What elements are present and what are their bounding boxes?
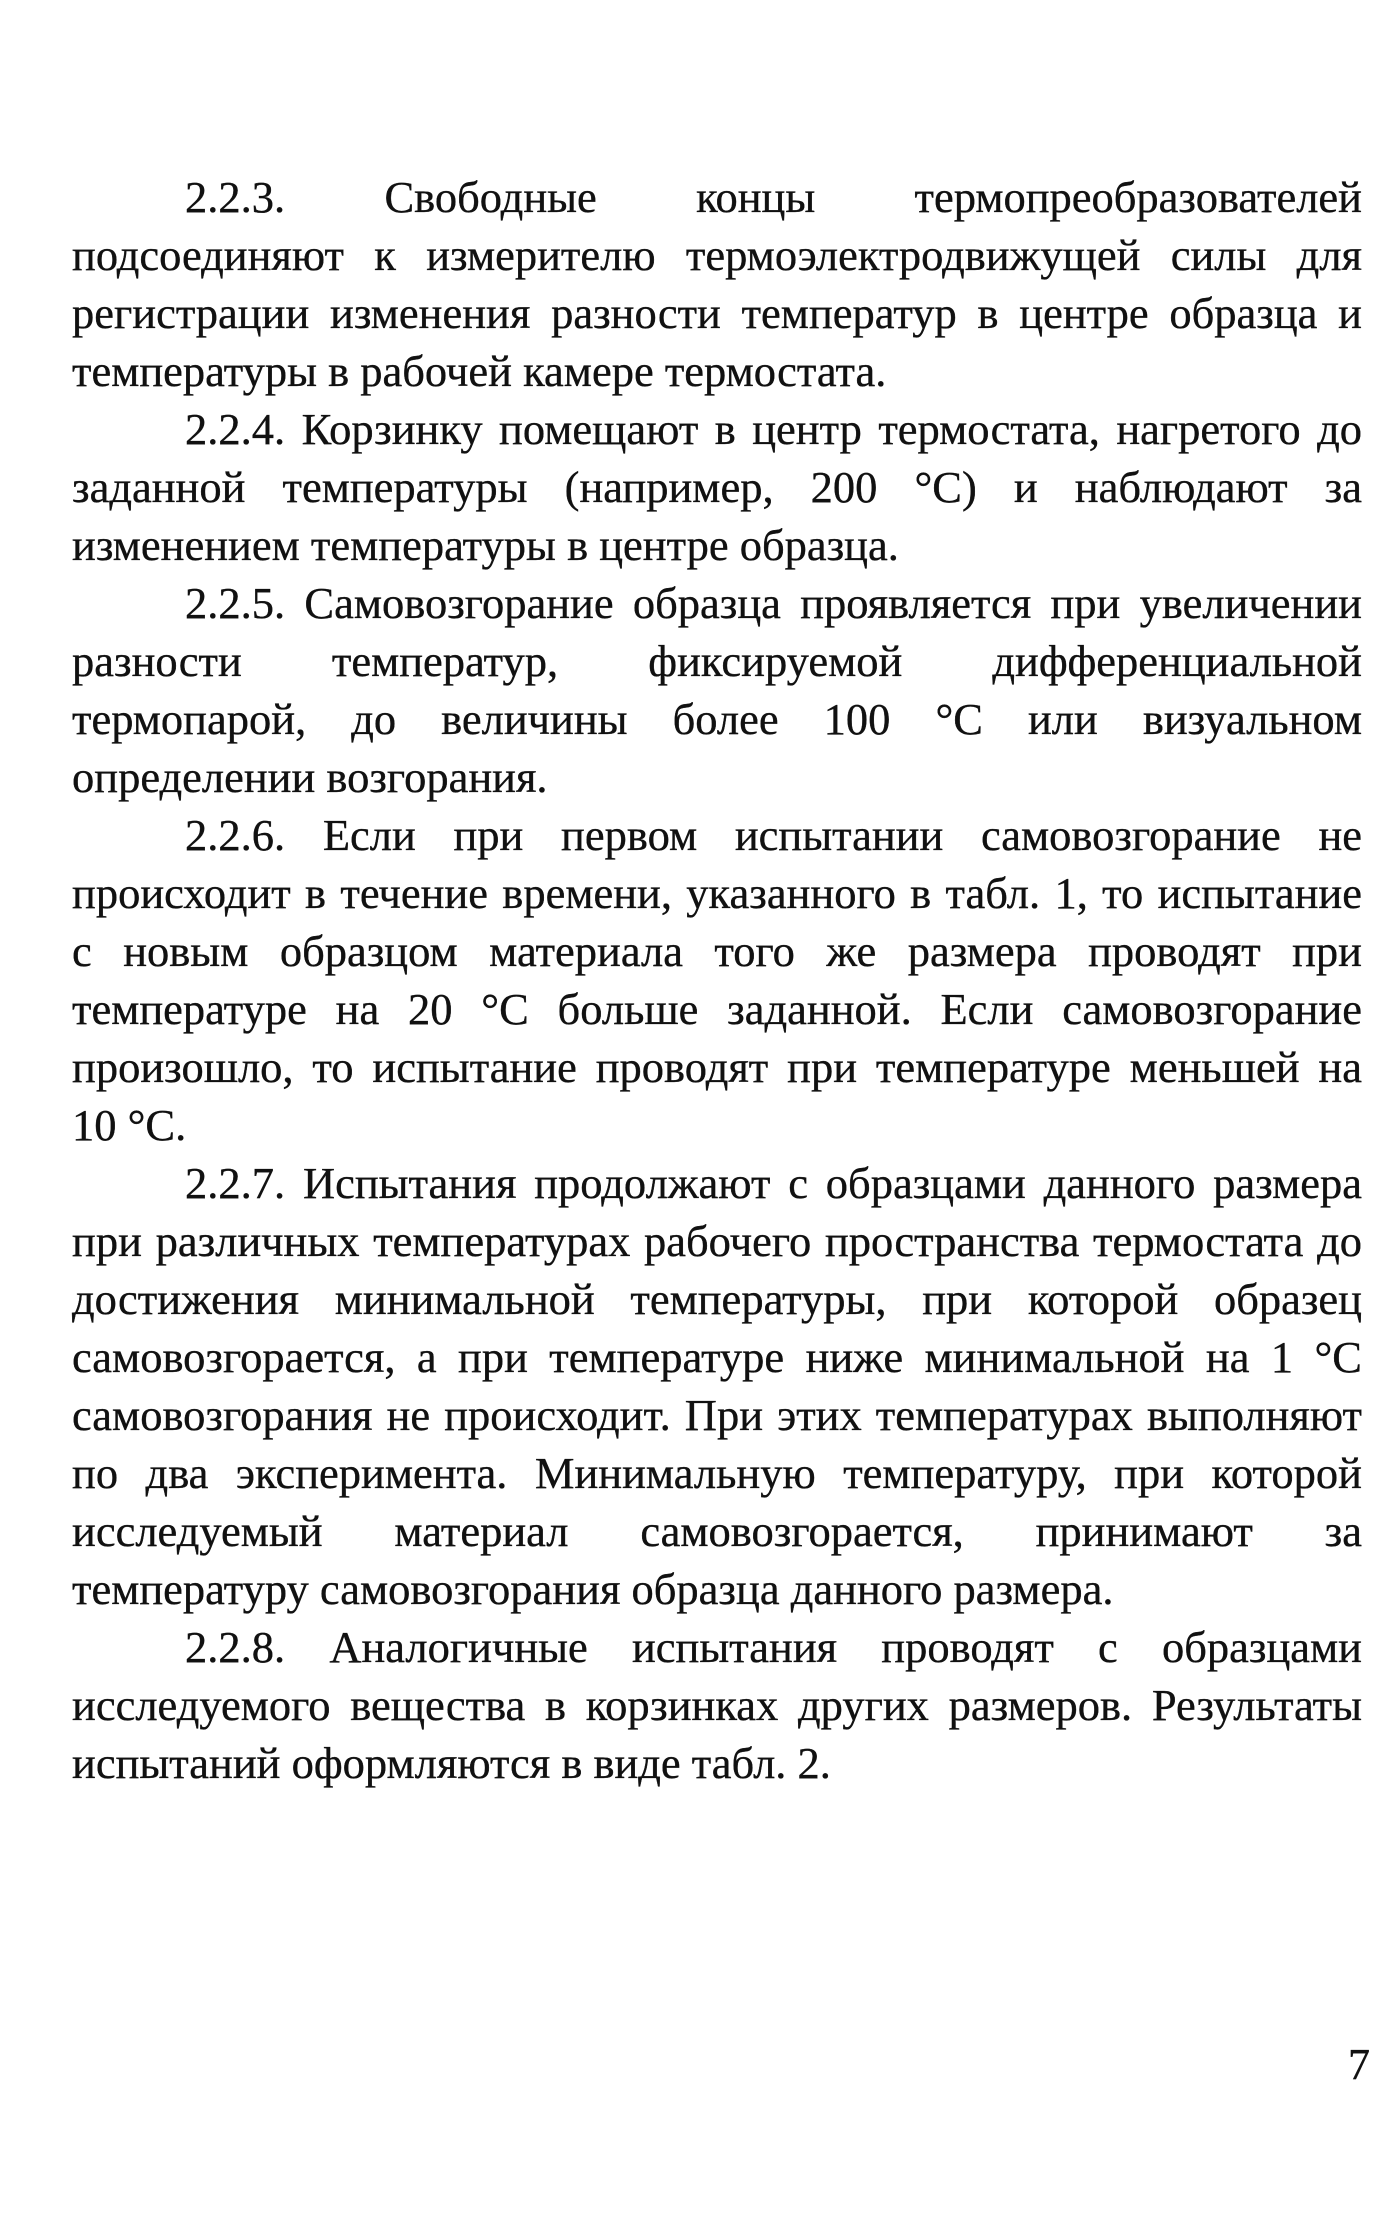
paragraph-number: 2.2.7.	[185, 1158, 286, 1208]
paragraph-number: 2.2.4.	[185, 404, 286, 454]
paragraph-2-2-6	[72, 806, 1362, 1154]
paragraph-2-2-7	[72, 1154, 1362, 1618]
paragraph-text: Корзинку помещают в центр термостата, нагретого до заданной температуры (например, 200 °С) и наблюдают за изменением температуры в центре образца.	[72, 404, 1363, 570]
paragraph-text: Аналогичные испытания проводят с образцами исследуемого вещества в корзинках других размеров. Результаты испытаний оформляются в виде табл. 2.	[72, 1622, 1363, 1788]
paragraph-text: Самовозгорание образца проявляется при увеличении разности температур, фиксируемой дифференциальной термопарой, до величины более 100 °С или визуальном определении возгорания.	[72, 578, 1362, 802]
paragraph-2-2-4	[72, 400, 1362, 574]
page-number: 7	[1348, 2040, 1370, 2089]
paragraph-number: 2.2.8.	[185, 1622, 286, 1672]
paragraph-number: 2.2.6.	[185, 810, 286, 860]
paragraph-2-2-3	[72, 168, 1362, 400]
paragraph-number: 2.2.3.	[185, 172, 286, 222]
text-body	[72, 168, 1362, 1792]
paragraph-text: Если при первом испытании самовозгорание не происходит в течение времени, указанного в табл. 1, то испытание с новым образцом материала того же размера проводят при температуре на 20 °С больше заданной. Если самовозгорание произошло, то испытание проводят при температуре меньшей на 10 °С.	[72, 810, 1363, 1150]
paragraph-number: 2.2.5.	[185, 578, 286, 628]
paragraph-text: Свободные концы термопреобразователей подсоединяют к измерителю термоэлектродвижущей силы для регистрации изменения разности температур в центре образца и температуры в рабочей камере термостата.	[72, 172, 1362, 396]
paragraph-2-2-8	[72, 1618, 1362, 1792]
paragraph-text: Испытания продолжают с образцами данного размера при различных температурах рабочего пространства термостата до достижения минимальной температуры, при которой образец самовозгорается, а при температуре ниже минимальной на 1 °С самовозгорания не происходит. При этих температурах выполняют по два эксперимента. Минимальную температуру, при которой исследуемый материал самовозгорается, принимают за температуру самовозгорания образца данного размера.	[72, 1158, 1363, 1614]
paragraph-2-2-5	[72, 574, 1362, 806]
